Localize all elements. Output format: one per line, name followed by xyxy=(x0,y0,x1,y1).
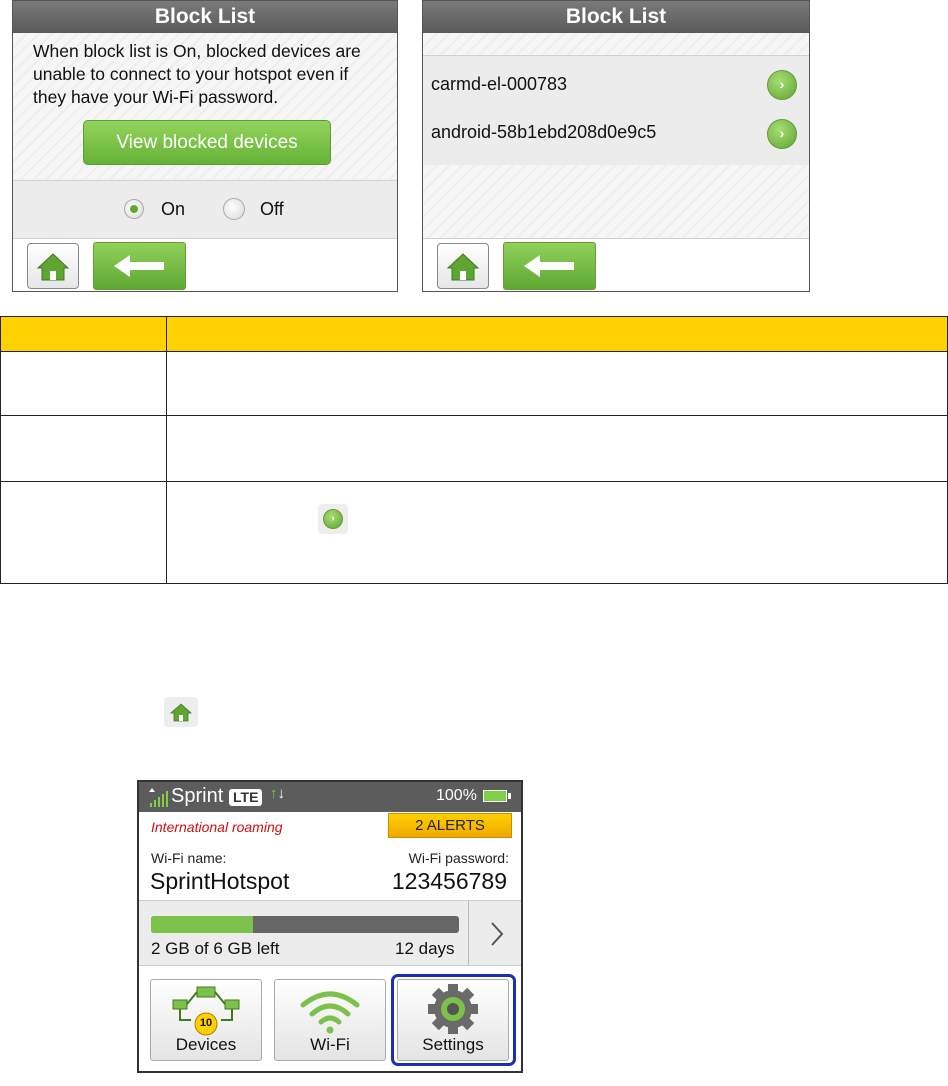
settings-label: Settings xyxy=(422,1035,484,1054)
hotspot-home-screen xyxy=(137,780,523,1073)
devices-tile[interactable] xyxy=(150,979,262,1061)
device-name: carmd-el-000783 xyxy=(431,74,568,94)
wifi-password-label: Wi-Fi password: xyxy=(408,850,509,866)
table-cell xyxy=(167,352,948,416)
device-list xyxy=(423,55,809,166)
chevron-right-icon[interactable]: › xyxy=(767,119,797,149)
radio-off-label: Off xyxy=(260,199,284,219)
settings-table xyxy=(0,316,948,584)
wifi-name-label: Wi-Fi name: xyxy=(151,850,227,866)
table-row xyxy=(1,352,948,416)
screen-title: Block List xyxy=(423,1,809,33)
list-item[interactable] xyxy=(423,56,809,110)
screen-title: Block List xyxy=(13,1,397,33)
radio-on[interactable] xyxy=(124,199,144,219)
wifi-label: Wi-Fi xyxy=(310,1035,350,1054)
table-header-cell xyxy=(1,317,167,352)
network-badge: LTE xyxy=(229,789,262,806)
wifi-password: 123456789 xyxy=(391,868,507,894)
bottom-nav xyxy=(423,238,809,291)
chevron-right-icon: › xyxy=(318,504,348,534)
usage-bar xyxy=(151,916,459,933)
table-cell xyxy=(1,352,167,416)
home-icon xyxy=(28,244,78,288)
back-arrow-icon xyxy=(94,243,185,289)
description-panel xyxy=(13,33,397,179)
alerts-button[interactable]: 2 ALERTS xyxy=(388,813,512,838)
home-icon xyxy=(164,697,198,727)
chevron-right-icon[interactable]: › xyxy=(767,70,797,100)
table-row xyxy=(1,482,948,584)
usage-bar-fill xyxy=(151,916,253,933)
radio-off[interactable] xyxy=(223,198,245,220)
battery-tip xyxy=(508,793,511,799)
wifi-icon xyxy=(275,983,385,1038)
back-button[interactable] xyxy=(503,242,596,290)
view-blocked-devices-button[interactable]: View blocked devices xyxy=(83,120,331,165)
devices-label: Devices xyxy=(175,1035,237,1054)
wifi-tile[interactable] xyxy=(274,979,386,1061)
block-list-description: When block list is On, blocked devices are unable to connect to your hotspot even if they have your Wi-Fi password. xyxy=(33,41,361,107)
back-arrow-icon xyxy=(504,243,595,289)
table-cell xyxy=(167,482,948,584)
gear-icon xyxy=(398,982,508,1037)
data-left-text: 2 GB of 6 GB left xyxy=(151,939,280,958)
signal-icon xyxy=(147,788,169,808)
table-cell xyxy=(1,482,167,584)
table-cell xyxy=(167,416,948,482)
table-header-cell xyxy=(167,317,948,352)
device-name: android-58b1ebd208d0e9c5 xyxy=(431,122,657,142)
home-button[interactable] xyxy=(437,243,489,289)
devices-count: 10 xyxy=(199,1017,213,1029)
radio-row xyxy=(13,180,397,241)
block-list-screen-on-off xyxy=(12,0,398,292)
back-button[interactable] xyxy=(93,242,186,290)
battery-percent: 100% xyxy=(436,787,477,804)
bottom-nav xyxy=(13,238,397,291)
empty-area xyxy=(423,165,809,241)
blocked-devices-screen xyxy=(422,0,810,292)
home-icon xyxy=(438,244,488,288)
wifi-name: SprintHotspot xyxy=(150,868,290,894)
list-item[interactable] xyxy=(423,110,809,164)
roaming-text: International roaming xyxy=(151,819,283,835)
home-button[interactable] xyxy=(27,243,79,289)
days-left-text: 12 days xyxy=(395,939,455,958)
table-header-row xyxy=(1,317,948,352)
table-row xyxy=(1,416,948,482)
table-cell xyxy=(1,416,167,482)
usage-panel[interactable] xyxy=(139,900,521,966)
radio-on-label: On xyxy=(161,199,186,219)
battery-icon xyxy=(483,790,507,802)
settings-tile[interactable] xyxy=(397,979,509,1061)
data-activity-icon: ↑↓ xyxy=(270,785,285,802)
carrier-name: Sprint xyxy=(171,785,224,807)
chevron-right-icon[interactable] xyxy=(489,921,505,947)
list-top-gap xyxy=(423,33,809,55)
status-bar xyxy=(139,782,521,812)
usage-divider xyxy=(468,901,469,965)
